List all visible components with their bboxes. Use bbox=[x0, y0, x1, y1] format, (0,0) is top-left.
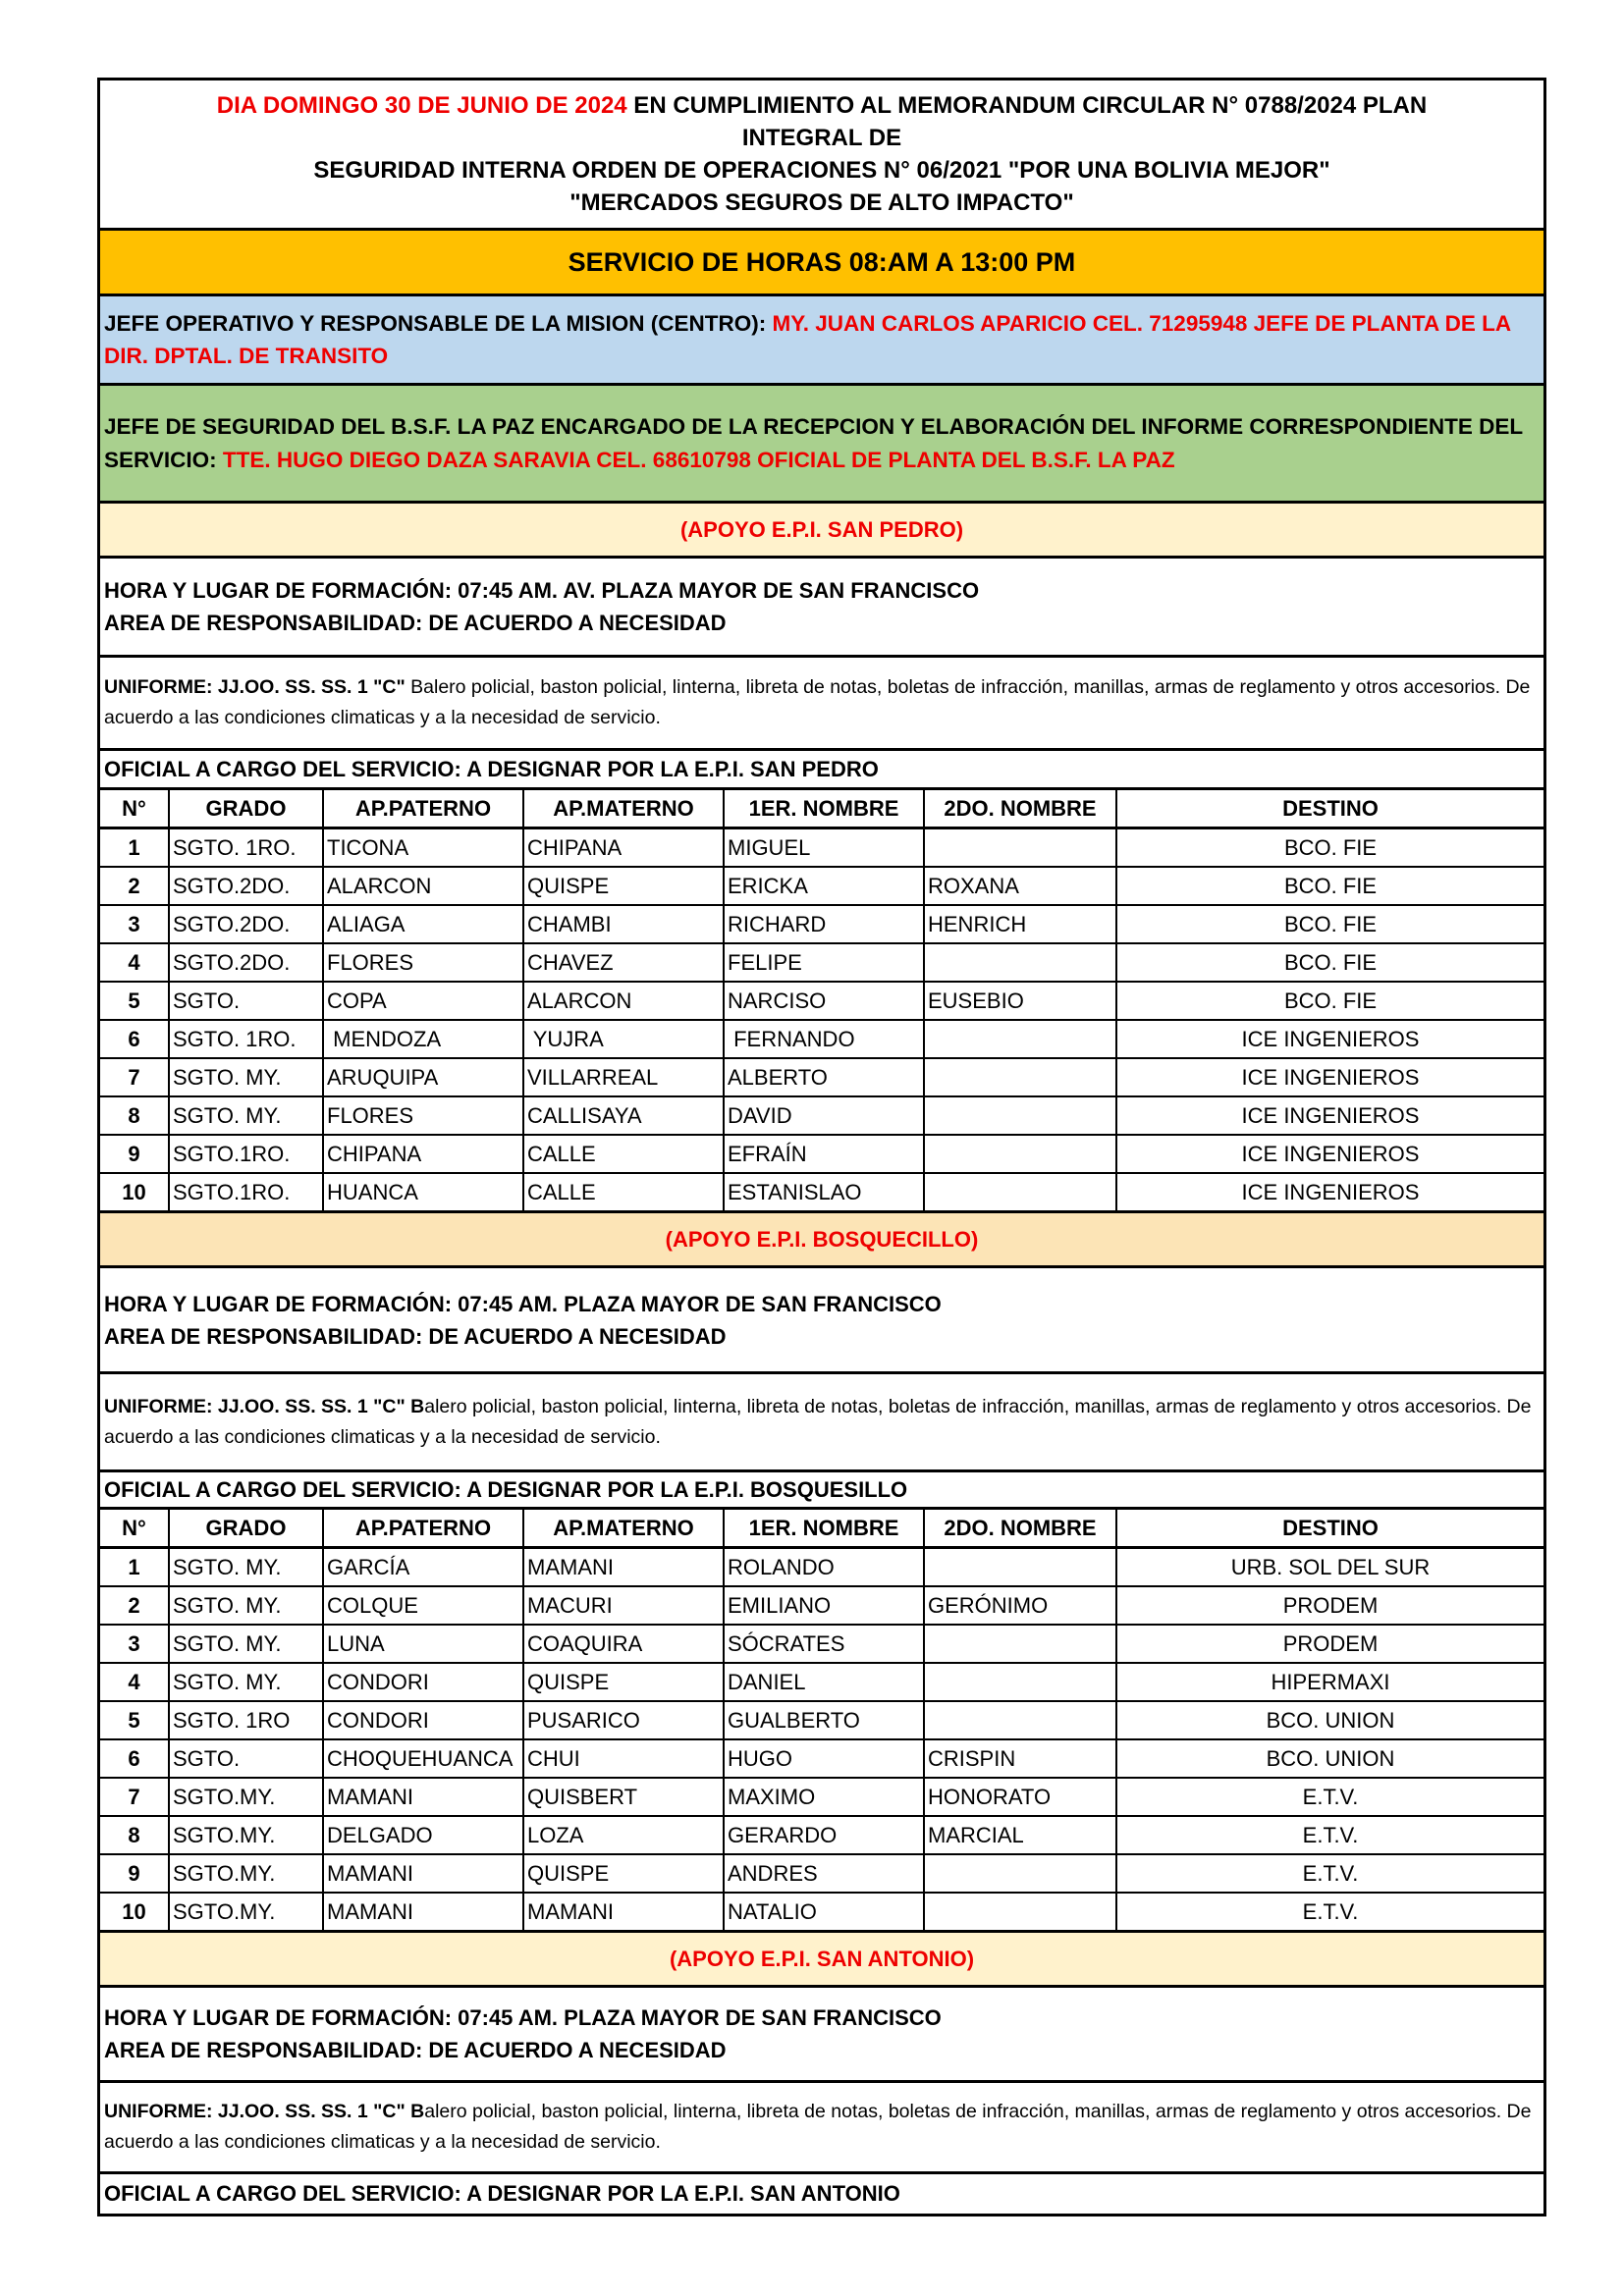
uniform-text: Balero policial, baston policial, linterna, libreta de notas, boletas de infracción, manillas, armas de reglamento y otros accesorios. De acuerdo a las condiciones climaticas y a la necesidad de servicio. bbox=[104, 676, 1531, 728]
col-ap-materno-cell: CHAMBI bbox=[523, 905, 724, 943]
table-row bbox=[100, 1020, 1543, 1058]
col-destino-cell: E.T.V. bbox=[1116, 1816, 1543, 1854]
table-row bbox=[100, 1893, 1543, 1930]
col-ap-materno-cell: CHUI bbox=[523, 1739, 724, 1778]
col-primer-nombre-cell: MIGUEL bbox=[724, 828, 924, 868]
col-segundo-nombre-cell bbox=[924, 1058, 1116, 1096]
table-row bbox=[100, 1135, 1543, 1173]
col-ap-paterno-cell: CONDORI bbox=[323, 1701, 523, 1739]
table-row bbox=[100, 828, 1543, 868]
table-row bbox=[100, 1096, 1543, 1135]
col-grado-header: GRADO bbox=[169, 1510, 323, 1548]
table-row bbox=[100, 1586, 1543, 1625]
header-line3: "MERCADOS SEGUROS DE ALTO IMPACTO" bbox=[569, 189, 1074, 216]
officer-in-charge: OFICIAL A CARGO DEL SERVICIO: A DESIGNAR POR LA E.P.I. BOSQUESILLO bbox=[104, 1476, 908, 1502]
col-segundo-nombre-cell bbox=[924, 1020, 1116, 1058]
col-ap-paterno-cell: MAMANI bbox=[323, 1893, 523, 1930]
col-ap-materno-cell: CHIPANA bbox=[523, 828, 724, 868]
col-number-cell: 10 bbox=[100, 1173, 169, 1210]
col-number-cell: 6 bbox=[100, 1020, 169, 1058]
col-destino-cell: HIPERMAXI bbox=[1116, 1663, 1543, 1701]
col-number-cell: 2 bbox=[100, 1586, 169, 1625]
formation-time-place: HORA Y LUGAR DE FORMACIÓN: 07:45 AM. PLAZA MAYOR DE SAN FRANCISCO bbox=[104, 1291, 942, 1316]
col-ap-materno-cell: QUISBERT bbox=[523, 1778, 724, 1816]
col-segundo-nombre-cell: HONORATO bbox=[924, 1778, 1116, 1816]
header-date: DIA DOMINGO 30 DE JUNIO DE 2024 bbox=[216, 92, 627, 119]
col-ap-paterno-cell: HUANCA bbox=[323, 1173, 523, 1210]
col-destino-cell: BCO. UNION bbox=[1116, 1739, 1543, 1778]
header-line1: EN CUMPLIMIENTO AL MEMORANDUM CIRCULAR N° 0788/2024 PLAN INTEGRAL DE bbox=[626, 92, 1428, 151]
roster-table-bosquecillo bbox=[100, 1510, 1543, 1933]
col-destino-cell: E.T.V. bbox=[1116, 1854, 1543, 1893]
col-grado-cell: SGTO. MY. bbox=[169, 1058, 323, 1096]
section-apoyo-san-antonio bbox=[100, 1933, 1543, 1988]
table-row bbox=[100, 867, 1543, 905]
col-number-header: N° bbox=[100, 1510, 169, 1548]
table-row bbox=[100, 905, 1543, 943]
col-segundo-nombre-cell: GERÓNIMO bbox=[924, 1586, 1116, 1625]
apoyo-title: (APOYO E.P.I. SAN ANTONIO) bbox=[669, 1946, 975, 1971]
col-ap-paterno-cell: FLORES bbox=[323, 1096, 523, 1135]
col-destino-cell: BCO. FIE bbox=[1116, 905, 1543, 943]
responsibility-area: AREA DE RESPONSABILIDAD: DE ACUERDO A NECESIDAD bbox=[104, 1323, 727, 1349]
col-segundo-nombre-cell bbox=[924, 828, 1116, 868]
apoyo-title: (APOYO E.P.I. BOSQUECILLO) bbox=[665, 1226, 979, 1252]
jefe-operativo-block bbox=[100, 296, 1543, 386]
col-destino-cell: BCO. FIE bbox=[1116, 867, 1543, 905]
header-line2: SEGURIDAD INTERNA ORDEN DE OPERACIONES N° 06/2021 "POR UNA BOLIVIA MEJOR" bbox=[313, 157, 1330, 184]
col-number-cell: 9 bbox=[100, 1854, 169, 1893]
table-row bbox=[100, 1173, 1543, 1210]
col-segundo-nombre-cell bbox=[924, 1854, 1116, 1893]
col-grado-cell: SGTO.1RO. bbox=[169, 1173, 323, 1210]
col-ap-paterno-cell: MAMANI bbox=[323, 1778, 523, 1816]
col-segundo-nombre-cell bbox=[924, 1135, 1116, 1173]
col-destino-header: DESTINO bbox=[1116, 790, 1543, 828]
col-primer-nombre-cell: FERNANDO bbox=[724, 1020, 924, 1058]
col-ap-paterno-cell: CONDORI bbox=[323, 1663, 523, 1701]
table-row bbox=[100, 1778, 1543, 1816]
col-segundo-nombre-cell: MARCIAL bbox=[924, 1816, 1116, 1854]
col-ap-paterno-cell: ALIAGA bbox=[323, 905, 523, 943]
table-row bbox=[100, 1816, 1543, 1854]
col-destino-cell: BCO. FIE bbox=[1116, 943, 1543, 982]
col-ap-materno-cell: CALLISAYA bbox=[523, 1096, 724, 1135]
col-primer-nombre-header: 1ER. NOMBRE bbox=[724, 790, 924, 828]
col-destino-header: DESTINO bbox=[1116, 1510, 1543, 1548]
col-segundo-nombre-cell: ROXANA bbox=[924, 867, 1116, 905]
col-number-cell: 4 bbox=[100, 943, 169, 982]
col-number-cell: 4 bbox=[100, 1663, 169, 1701]
formation-time-place: HORA Y LUGAR DE FORMACIÓN: 07:45 AM. AV. PLAZA MAYOR DE SAN FRANCISCO bbox=[104, 578, 980, 603]
col-primer-nombre-cell: ANDRES bbox=[724, 1854, 924, 1893]
col-destino-cell: ICE INGENIEROS bbox=[1116, 1020, 1543, 1058]
col-ap-materno-cell: MAMANI bbox=[523, 1548, 724, 1587]
roster-table-san-pedro bbox=[100, 790, 1543, 1213]
officer-in-charge: OFICIAL A CARGO DEL SERVICIO: A DESIGNAR POR LA E.P.I. SAN ANTONIO bbox=[104, 2181, 900, 2206]
col-primer-nombre-cell: GERARDO bbox=[724, 1816, 924, 1854]
section-uniform bbox=[100, 658, 1543, 751]
section-formation-info bbox=[100, 1268, 1543, 1374]
section-formation-info bbox=[100, 559, 1543, 658]
col-grado-cell: SGTO.MY. bbox=[169, 1893, 323, 1930]
col-grado-cell: SGTO.MY. bbox=[169, 1854, 323, 1893]
col-number-cell: 2 bbox=[100, 867, 169, 905]
col-primer-nombre-cell: DAVID bbox=[724, 1096, 924, 1135]
col-ap-materno-cell: LOZA bbox=[523, 1816, 724, 1854]
col-segundo-nombre-cell: HENRICH bbox=[924, 905, 1116, 943]
col-number-cell: 8 bbox=[100, 1816, 169, 1854]
jefe-seguridad-value: TTE. HUGO DIEGO DAZA SARAVIA CEL. 68610798 OFICIAL DE PLANTA DEL B.S.F. LA PAZ bbox=[222, 447, 1175, 472]
uniform-label: UNIFORME: JJ.OO. SS. SS. 1 "C" B bbox=[104, 1395, 425, 1417]
col-ap-materno-cell: CALLE bbox=[523, 1135, 724, 1173]
col-ap-paterno-cell: ARUQUIPA bbox=[323, 1058, 523, 1096]
col-ap-materno-cell: ALARCON bbox=[523, 982, 724, 1020]
section-officer-in-charge bbox=[100, 2174, 1543, 2214]
col-grado-cell: SGTO. 1RO. bbox=[169, 828, 323, 868]
col-number-cell: 9 bbox=[100, 1135, 169, 1173]
uniform-text: alero policial, baston policial, linterna, libreta de notas, boletas de infracción, manillas, armas de reglamento y otros accesorios. De acuerdo a las condiciones climaticas y a la necesidad de servicio. bbox=[104, 2101, 1532, 2153]
col-segundo-nombre-cell bbox=[924, 1663, 1116, 1701]
responsibility-area: AREA DE RESPONSABILIDAD: DE ACUERDO A NECESIDAD bbox=[104, 611, 727, 635]
col-primer-nombre-cell: ALBERTO bbox=[724, 1058, 924, 1096]
col-grado-cell: SGTO. MY. bbox=[169, 1548, 323, 1587]
col-ap-paterno-cell: DELGADO bbox=[323, 1816, 523, 1854]
col-number-cell: 1 bbox=[100, 1548, 169, 1587]
jefe-seguridad-block bbox=[100, 386, 1543, 504]
col-segundo-nombre-cell bbox=[924, 1096, 1116, 1135]
col-ap-materno-cell: COAQUIRA bbox=[523, 1625, 724, 1663]
col-grado-header: GRADO bbox=[169, 790, 323, 828]
col-grado-cell: SGTO.2DO. bbox=[169, 905, 323, 943]
col-segundo-nombre-header: 2DO. NOMBRE bbox=[924, 1510, 1116, 1548]
table-row bbox=[100, 1701, 1543, 1739]
col-number-cell: 3 bbox=[100, 905, 169, 943]
table-header-row bbox=[100, 790, 1543, 828]
col-grado-cell: SGTO.2DO. bbox=[169, 943, 323, 982]
table-row bbox=[100, 1548, 1543, 1587]
col-ap-paterno-cell: CHOQUEHUANCA bbox=[323, 1739, 523, 1778]
col-grado-cell: SGTO.MY. bbox=[169, 1778, 323, 1816]
col-ap-paterno-cell: CHIPANA bbox=[323, 1135, 523, 1173]
col-ap-paterno-header: AP.PATERNO bbox=[323, 790, 523, 828]
uniform-label: UNIFORME: JJ.OO. SS. SS. 1 "C" B bbox=[104, 2101, 425, 2122]
col-grado-cell: SGTO. 1RO. bbox=[169, 1020, 323, 1058]
uniform-text: alero policial, baston policial, linterna, libreta de notas, boletas de infracción, manillas, armas de reglamento y otros accesorios. De acuerdo a las condiciones climaticas y a la necesidad de servicio. bbox=[104, 1395, 1532, 1448]
col-ap-materno-header: AP.MATERNO bbox=[523, 790, 724, 828]
section-officer-in-charge bbox=[100, 1472, 1543, 1510]
col-primer-nombre-header: 1ER. NOMBRE bbox=[724, 1510, 924, 1548]
col-destino-cell: PRODEM bbox=[1116, 1586, 1543, 1625]
col-ap-paterno-cell: MENDOZA bbox=[323, 1020, 523, 1058]
col-grado-cell: SGTO.1RO. bbox=[169, 1135, 323, 1173]
col-segundo-nombre-cell bbox=[924, 1173, 1116, 1210]
responsibility-area: AREA DE RESPONSABILIDAD: DE ACUERDO A NECESIDAD bbox=[104, 2038, 727, 2062]
col-ap-paterno-cell: MAMANI bbox=[323, 1854, 523, 1893]
col-primer-nombre-cell: ERICKA bbox=[724, 867, 924, 905]
col-destino-cell: BCO. FIE bbox=[1116, 828, 1543, 868]
col-segundo-nombre-cell bbox=[924, 1625, 1116, 1663]
col-ap-materno-cell: QUISPE bbox=[523, 867, 724, 905]
jefe-operativo-label: JEFE OPERATIVO Y RESPONSABLE DE LA MISION (CENTRO): bbox=[104, 311, 773, 336]
col-ap-paterno-cell: COPA bbox=[323, 982, 523, 1020]
col-ap-materno-cell: YUJRA bbox=[523, 1020, 724, 1058]
col-number-cell: 7 bbox=[100, 1778, 169, 1816]
table-row bbox=[100, 1854, 1543, 1893]
col-ap-materno-cell: PUSARICO bbox=[523, 1701, 724, 1739]
col-destino-cell: BCO. UNION bbox=[1116, 1701, 1543, 1739]
col-number-header: N° bbox=[100, 790, 169, 828]
section-apoyo-san-pedro bbox=[100, 504, 1543, 559]
col-grado-cell: SGTO. bbox=[169, 982, 323, 1020]
col-primer-nombre-cell: FELIPE bbox=[724, 943, 924, 982]
table-header-row bbox=[100, 1510, 1543, 1548]
col-segundo-nombre-cell: CRISPIN bbox=[924, 1739, 1116, 1778]
col-ap-materno-cell: QUISPE bbox=[523, 1854, 724, 1893]
col-primer-nombre-cell: NARCISO bbox=[724, 982, 924, 1020]
col-destino-cell: ICE INGENIEROS bbox=[1116, 1058, 1543, 1096]
col-destino-cell: PRODEM bbox=[1116, 1625, 1543, 1663]
col-destino-cell: BCO. FIE bbox=[1116, 982, 1543, 1020]
col-segundo-nombre-header: 2DO. NOMBRE bbox=[924, 790, 1116, 828]
col-number-cell: 5 bbox=[100, 982, 169, 1020]
col-destino-cell: ICE INGENIEROS bbox=[1116, 1096, 1543, 1135]
col-ap-materno-cell: QUISPE bbox=[523, 1663, 724, 1701]
col-destino-cell: ICE INGENIEROS bbox=[1116, 1135, 1543, 1173]
col-number-cell: 5 bbox=[100, 1701, 169, 1739]
section-apoyo-bosquecillo bbox=[100, 1213, 1543, 1268]
col-destino-cell: E.T.V. bbox=[1116, 1893, 1543, 1930]
col-primer-nombre-cell: ESTANISLAO bbox=[724, 1173, 924, 1210]
col-grado-cell: SGTO.MY. bbox=[169, 1816, 323, 1854]
col-primer-nombre-cell: DANIEL bbox=[724, 1663, 924, 1701]
col-destino-cell: E.T.V. bbox=[1116, 1778, 1543, 1816]
col-ap-materno-cell: CHAVEZ bbox=[523, 943, 724, 982]
col-segundo-nombre-cell bbox=[924, 1548, 1116, 1587]
col-grado-cell: SGTO.2DO. bbox=[169, 867, 323, 905]
roster-table bbox=[100, 1510, 1543, 1930]
section-uniform bbox=[100, 2083, 1543, 2174]
officer-in-charge: OFICIAL A CARGO DEL SERVICIO: A DESIGNAR POR LA E.P.I. SAN PEDRO bbox=[104, 756, 879, 781]
uniform-label: UNIFORME: JJ.OO. SS. SS. 1 "C" bbox=[104, 676, 411, 698]
col-number-cell: 8 bbox=[100, 1096, 169, 1135]
col-ap-materno-cell: MAMANI bbox=[523, 1893, 724, 1930]
col-destino-cell: ICE INGENIEROS bbox=[1116, 1173, 1543, 1210]
section-uniform bbox=[100, 1374, 1543, 1472]
table-row bbox=[100, 982, 1543, 1020]
col-ap-paterno-cell: TICONA bbox=[323, 828, 523, 868]
col-ap-paterno-cell: COLQUE bbox=[323, 1586, 523, 1625]
document-header bbox=[100, 80, 1543, 231]
table-row bbox=[100, 1739, 1543, 1778]
col-ap-paterno-cell: FLORES bbox=[323, 943, 523, 982]
col-ap-paterno-cell: ALARCON bbox=[323, 867, 523, 905]
col-primer-nombre-cell: GUALBERTO bbox=[724, 1701, 924, 1739]
col-segundo-nombre-cell bbox=[924, 943, 1116, 982]
col-segundo-nombre-cell bbox=[924, 1893, 1116, 1930]
col-grado-cell: SGTO. MY. bbox=[169, 1096, 323, 1135]
col-ap-materno-cell: MACURI bbox=[523, 1586, 724, 1625]
col-ap-materno-cell: CALLE bbox=[523, 1173, 724, 1210]
col-grado-cell: SGTO. MY. bbox=[169, 1625, 323, 1663]
col-ap-materno-header: AP.MATERNO bbox=[523, 1510, 724, 1548]
table-row bbox=[100, 1625, 1543, 1663]
col-ap-paterno-cell: LUNA bbox=[323, 1625, 523, 1663]
col-number-cell: 3 bbox=[100, 1625, 169, 1663]
jefe-operativo-value: MY. JUAN CARLOS APARICIO CEL. 71295948 JEFE DE PLANTA DE LA DIR. DPTAL. DE TRANSITO bbox=[104, 311, 1511, 368]
formation-time-place: HORA Y LUGAR DE FORMACIÓN: 07:45 AM. PLAZA MAYOR DE SAN FRANCISCO bbox=[104, 2005, 942, 2030]
col-segundo-nombre-cell bbox=[924, 1701, 1116, 1739]
col-primer-nombre-cell: HUGO bbox=[724, 1739, 924, 1778]
col-number-cell: 6 bbox=[100, 1739, 169, 1778]
col-destino-cell: URB. SOL DEL SUR bbox=[1116, 1548, 1543, 1587]
col-grado-cell: SGTO. bbox=[169, 1739, 323, 1778]
service-hours-banner bbox=[100, 231, 1543, 296]
col-primer-nombre-cell: RICHARD bbox=[724, 905, 924, 943]
col-number-cell: 10 bbox=[100, 1893, 169, 1930]
col-grado-cell: SGTO. MY. bbox=[169, 1663, 323, 1701]
col-primer-nombre-cell: ROLANDO bbox=[724, 1548, 924, 1587]
col-primer-nombre-cell: NATALIO bbox=[724, 1893, 924, 1930]
roster-table bbox=[100, 790, 1543, 1210]
table-row bbox=[100, 1663, 1543, 1701]
apoyo-title: (APOYO E.P.I. SAN PEDRO) bbox=[679, 516, 964, 542]
col-grado-cell: SGTO. 1RO bbox=[169, 1701, 323, 1739]
section-formation-info bbox=[100, 1988, 1543, 2083]
col-primer-nombre-cell: EMILIANO bbox=[724, 1586, 924, 1625]
col-ap-paterno-cell: GARCÍA bbox=[323, 1548, 523, 1587]
section-officer-in-charge bbox=[100, 751, 1543, 790]
table-row bbox=[100, 943, 1543, 982]
col-number-cell: 1 bbox=[100, 828, 169, 868]
col-number-cell: 7 bbox=[100, 1058, 169, 1096]
col-primer-nombre-cell: SÓCRATES bbox=[724, 1625, 924, 1663]
col-primer-nombre-cell: EFRAÍN bbox=[724, 1135, 924, 1173]
table-row bbox=[100, 1058, 1543, 1096]
col-segundo-nombre-cell: EUSEBIO bbox=[924, 982, 1116, 1020]
service-hours: SERVICIO DE HORAS 08:AM A 13:00 PM bbox=[568, 246, 1076, 277]
col-ap-materno-cell: VILLARREAL bbox=[523, 1058, 724, 1096]
col-grado-cell: SGTO. MY. bbox=[169, 1586, 323, 1625]
col-ap-paterno-header: AP.PATERNO bbox=[323, 1510, 523, 1548]
jefe-seguridad-label: JEFE DE SEGURIDAD DEL B.S.F. LA PAZ ENCARGADO DE LA RECEPCION Y ELABORACIÓN DEL INFORME CORRESPONDIENTE DEL SERVICIO: bbox=[104, 413, 1523, 472]
col-primer-nombre-cell: MAXIMO bbox=[724, 1778, 924, 1816]
service-order-sheet bbox=[97, 78, 1546, 2216]
